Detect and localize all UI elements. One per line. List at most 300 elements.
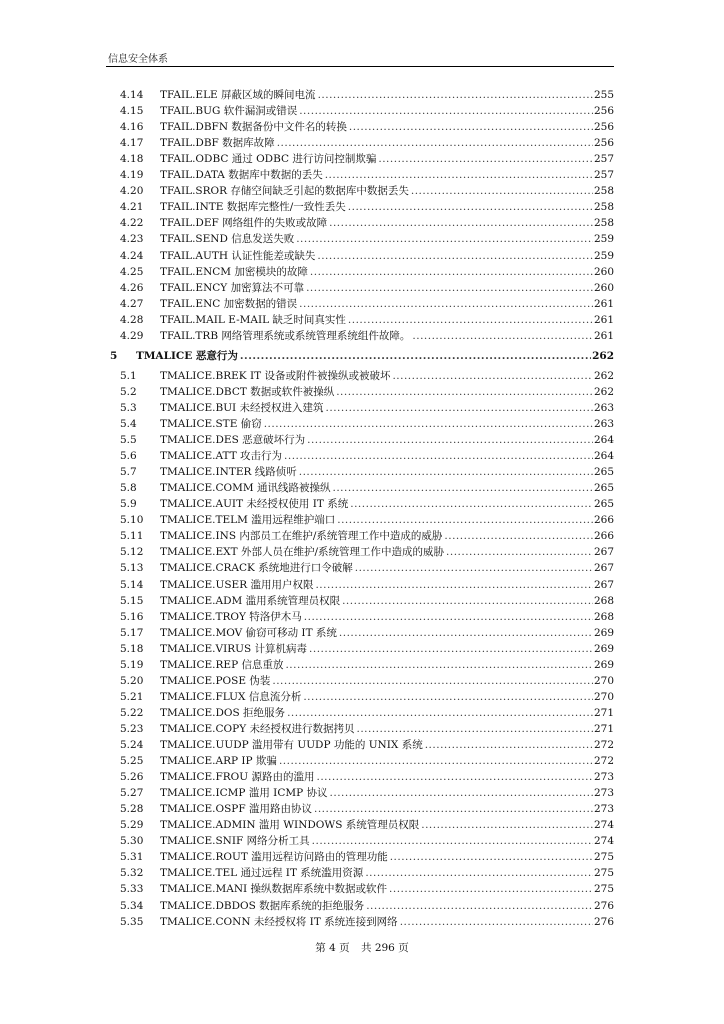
toc-entry-page: 260	[593, 281, 614, 294]
dot-leader	[240, 348, 591, 364]
toc-entry[interactable]	[0, 384, 724, 400]
toc-entry-line	[160, 865, 614, 881]
toc-entry-line	[160, 544, 614, 560]
toc-entry[interactable]	[0, 528, 724, 544]
toc-entry[interactable]	[0, 496, 724, 512]
toc-entry[interactable]	[0, 280, 724, 296]
toc-entry-title: TFAIL.DATA 数据库中数据的丢失	[160, 169, 323, 182]
toc-entry-number: 4.15	[120, 105, 144, 118]
toc-entry-page: 269	[593, 626, 614, 639]
toc-entry-number: 5.34	[120, 899, 144, 912]
toc-entry-line	[160, 296, 614, 312]
toc-entry-number: 5.17	[120, 626, 144, 639]
page-footer	[0, 940, 724, 955]
toc-entry-number: 5.25	[120, 755, 144, 768]
toc-entry-page: 271	[593, 706, 614, 719]
toc-entry-number: 5.11	[120, 530, 144, 543]
toc-entry-line	[160, 103, 614, 119]
toc-entry-title: TFAIL.ODBC 通过 ODBC 进行访问控制欺骗	[160, 153, 377, 166]
toc-entry-title: TMALICE.FLUX 信息流分析	[160, 690, 302, 703]
dot-leader	[412, 328, 593, 344]
dot-leader	[279, 753, 593, 769]
toc-entry[interactable]	[0, 312, 724, 328]
toc-entry-page: 261	[593, 329, 614, 342]
toc-entry[interactable]	[0, 577, 724, 593]
toc-entry-title: TMALICE.COPY 未经授权进行数据拷贝	[160, 722, 355, 735]
toc-entry[interactable]	[0, 416, 724, 432]
toc-entry-title: TMALICE.CRACK 系统地进行口令破解	[160, 562, 353, 575]
toc-entry-line	[160, 721, 614, 737]
toc-entry-line	[160, 199, 614, 215]
toc-entry[interactable]	[0, 215, 724, 231]
toc-entry-page: 262	[593, 385, 614, 398]
toc-entry-page: 259	[593, 233, 614, 246]
toc-entry-page: 259	[593, 249, 614, 262]
toc-entry-line	[160, 593, 614, 609]
toc-entry[interactable]	[0, 881, 724, 897]
dot-leader	[316, 769, 592, 785]
toc-entry-title: TMALICE.REP 信息重放	[160, 658, 284, 671]
toc-entry[interactable]	[0, 151, 724, 167]
toc-entry-title: TMALICE.FROU 源路由的滥用	[160, 771, 315, 784]
toc-entry-line	[160, 849, 614, 865]
toc-entry-page: 276	[593, 899, 614, 912]
dot-leader	[306, 280, 593, 296]
toc-entry-page: 267	[593, 546, 614, 559]
toc-entry-number: 4.24	[120, 249, 144, 262]
toc-entry-title: TMALICE.OSPF 滥用路由协议	[160, 803, 312, 816]
toc-entry-number: 4.23	[120, 233, 144, 246]
toc-entry-page: 272	[593, 739, 614, 751]
toc-entry[interactable]	[0, 769, 724, 785]
dot-leader	[315, 577, 593, 593]
toc-entry-title: TMALICE.SNIF 网络分析工具	[160, 835, 310, 848]
dot-leader	[314, 801, 593, 817]
toc-entry-number: 5.22	[120, 706, 144, 719]
toc-entry-number: 5.19	[120, 658, 144, 671]
toc-entry-line	[160, 914, 614, 930]
toc-entry[interactable]	[0, 833, 724, 849]
toc-entry-line	[160, 881, 614, 897]
toc-entry[interactable]	[0, 248, 724, 264]
dot-leader	[342, 593, 593, 609]
toc-entry-title: TMALICE.TROY 特洛伊木马	[160, 610, 302, 623]
toc-entry-number: 4.17	[120, 137, 144, 150]
toc-entry-page: 265	[593, 466, 614, 479]
toc-entry-line	[160, 657, 614, 673]
toc-entry-page: 272	[593, 755, 614, 768]
toc-entry-page: 270	[593, 674, 614, 687]
toc-entry-line	[160, 183, 614, 199]
toc-entry[interactable]	[0, 914, 724, 930]
dot-leader	[350, 496, 593, 512]
toc-entry-page: 255	[593, 89, 614, 101]
toc-entry-number: 4.25	[120, 265, 144, 278]
toc-entry-number: 4.18	[120, 153, 144, 166]
toc-entry-page: 275	[593, 883, 614, 896]
toc-entry-title: TMALICE.TEL 通过远程 IT 系统滥用资源	[160, 867, 364, 880]
dot-leader	[287, 705, 593, 721]
dot-leader	[446, 544, 593, 560]
toc-entry-number: 5.20	[120, 674, 144, 687]
toc-entry-number: 5.35	[120, 915, 144, 928]
toc-entry-line	[160, 785, 614, 801]
toc-entry-line	[160, 625, 614, 641]
header-rule	[106, 66, 614, 67]
toc-entry[interactable]	[0, 673, 724, 689]
toc-entry-title: TMALICE.INS 内部员工在维护/系统管理工作中造成的威胁	[160, 530, 443, 543]
toc-entry-line	[160, 528, 614, 544]
toc-entry-page: 275	[593, 851, 614, 864]
toc-entry-line	[160, 432, 614, 448]
toc-entry[interactable]	[0, 264, 724, 280]
toc-entry-line	[160, 512, 614, 528]
toc-entry-number: 5.29	[120, 819, 144, 832]
toc-entry-number: 4.22	[120, 217, 144, 230]
toc-entry-page: 263	[593, 401, 614, 414]
dot-leader	[356, 721, 592, 737]
toc-entry-title: TMALICE.BREK IT 设备或附件被操纵或被破坏	[160, 369, 391, 382]
toc-entry-page: 260	[593, 265, 614, 278]
toc-entry-page: 256	[593, 121, 614, 134]
toc-entry-number: 5.30	[120, 835, 144, 848]
toc-entry[interactable]	[0, 705, 724, 721]
toc-entry-number: 5.18	[120, 642, 144, 655]
toc-entry-page: 256	[593, 137, 614, 150]
toc-entry-title: TMALICE.INTER 线路侦听	[160, 466, 297, 479]
toc-entry-line	[160, 464, 614, 480]
dot-leader	[365, 865, 593, 881]
dot-leader	[392, 368, 593, 384]
toc-entry-number: 5.6	[120, 450, 137, 463]
toc-entry-number: 5.2	[120, 385, 137, 398]
dot-leader	[317, 248, 593, 264]
toc-entry[interactable]	[0, 296, 724, 312]
toc-entry-title: TFAIL.ENC 加密数据的错误	[160, 297, 298, 310]
toc-entry-number: 5.4	[120, 418, 137, 430]
toc-entry-number: 4.26	[120, 281, 144, 294]
dot-leader	[336, 384, 593, 400]
toc-entry[interactable]	[0, 689, 724, 705]
toc-entry-title: TMALICE.AUIT 未经授权使用 IT 系统	[160, 498, 349, 511]
toc-entry[interactable]	[0, 103, 724, 119]
toc-entry-line	[160, 801, 614, 817]
toc-entry-page: 264	[593, 434, 614, 447]
toc-entry-number: 5.27	[120, 787, 144, 800]
toc-entry-line	[160, 151, 614, 167]
toc-entry-number: 5.10	[120, 514, 144, 527]
toc-entry-page: 273	[593, 787, 614, 800]
toc-entry-line	[160, 215, 614, 231]
toc-entry-page: 262	[592, 349, 614, 362]
dot-leader	[312, 833, 593, 849]
toc-entry[interactable]	[0, 753, 724, 769]
dot-leader	[318, 87, 593, 103]
toc-entry-line	[160, 167, 614, 183]
toc-entry[interactable]	[0, 464, 724, 480]
toc-entry-page: 271	[593, 722, 614, 735]
toc-entry-page: 276	[593, 915, 614, 928]
toc-entry-title: TFAIL.BUG 软件漏洞或错误	[160, 105, 298, 118]
toc-entry[interactable]	[0, 87, 724, 103]
toc-entry-title: TMALICE.DES 恶意破坏行为	[160, 434, 306, 447]
toc-entry-title: TFAIL.SEND 信息发送失败	[160, 233, 295, 246]
toc-entry[interactable]	[0, 231, 724, 247]
toc-entry-page: 258	[593, 201, 614, 214]
toc-entry-page: 269	[593, 642, 614, 655]
dot-leader	[299, 296, 593, 312]
toc-entry-title: TMALICE.ADMIN 滥用 WINDOWS 系统管理员权限	[160, 819, 420, 832]
toc-entry-number: 4.27	[120, 297, 144, 310]
toc-entry-title: TMALICE.ADM 滥用系统管理员权限	[160, 594, 341, 607]
toc-entry-title: TMALICE.CONN 未经授权将 IT 系统连接到网络	[160, 915, 398, 928]
toc-entry-title: TMALICE.UUDP 滥用带有 UUDP 功能的 UNIX 系统	[160, 739, 423, 751]
toc-entry-title: TMALICE.DBDOS 数据库系统的拒绝服务	[160, 899, 365, 912]
toc-entry[interactable]	[0, 898, 724, 914]
dot-leader	[264, 416, 593, 432]
toc-entry-line	[160, 480, 614, 496]
toc-entry-page: 262	[593, 369, 614, 382]
toc-entry-number: 5.12	[120, 546, 144, 559]
toc-entry-line	[160, 641, 614, 657]
toc-entry-title: TMALICE.POSE 伪装	[160, 674, 271, 687]
toc-entry-page: 264	[593, 450, 614, 463]
toc-entry-title: TMALICE.VIRUS 计算机病毒	[160, 642, 308, 655]
dot-leader	[421, 817, 593, 833]
toc-entry-line	[160, 769, 614, 785]
toc-entry-page: 266	[593, 514, 614, 527]
dot-leader	[325, 167, 593, 183]
toc-entry-number: 5.33	[120, 883, 144, 896]
toc-entry-page: 269	[593, 658, 614, 671]
toc-entry-number: 5.21	[120, 690, 144, 703]
toc-entry[interactable]	[0, 849, 724, 865]
dot-leader	[339, 625, 593, 641]
toc-entry-number: 5.16	[120, 610, 144, 623]
toc-entry-page: 258	[593, 185, 614, 198]
toc-entry-title: TFAIL.SROR 存储空间缺乏引起的数据库中数据丢失	[160, 185, 409, 198]
toc-entry-number: 5	[110, 349, 118, 362]
dot-leader	[326, 400, 593, 416]
toc-entry[interactable]	[0, 641, 724, 657]
toc-entry-line	[160, 705, 614, 721]
toc-entry[interactable]	[0, 625, 724, 641]
toc-entry[interactable]	[0, 432, 724, 448]
toc-entry-line	[160, 560, 614, 576]
toc-entry-line	[160, 833, 614, 849]
toc-entry[interactable]	[0, 737, 724, 753]
toc-entry[interactable]	[0, 609, 724, 625]
toc-entry-page: 273	[593, 803, 614, 816]
toc-entry[interactable]	[0, 817, 724, 833]
toc-entry-number: 5.9	[120, 498, 137, 511]
toc-entry-number: 5.15	[120, 594, 144, 607]
toc-entry-line	[160, 898, 614, 914]
dot-leader	[277, 135, 593, 151]
dot-leader	[330, 785, 593, 801]
dot-leader	[400, 914, 593, 930]
toc-entry-title: TMALICE.ICMP 滥用 ICMP 协议	[160, 787, 328, 800]
toc-entry-title: TMALICE.ATT 攻击行为	[160, 450, 283, 463]
toc-entry[interactable]	[0, 593, 724, 609]
toc-entry-number: 5.31	[120, 851, 144, 864]
dot-leader	[411, 183, 593, 199]
toc-entry-title: TMALICE.DOS 拒绝服务	[160, 706, 286, 719]
toc-entry-page: 275	[593, 867, 614, 880]
toc-entry-title: TFAIL.ELE 屏蔽区域的瞬间电流	[160, 89, 316, 101]
dot-leader	[329, 215, 593, 231]
dot-leader	[366, 898, 593, 914]
toc-entry-title: TMALICE.STE 偷窃	[160, 418, 262, 430]
toc-entry[interactable]	[0, 183, 724, 199]
toc-entry[interactable]	[0, 199, 724, 215]
toc-entry-page: 257	[593, 169, 614, 182]
toc-entry-page: 268	[593, 594, 614, 607]
toc-entry-title: TMALICE.ROUT 滥用远程访问路由的管理功能	[160, 851, 388, 864]
toc-entry-number: 4.29	[120, 329, 144, 342]
toc-entry-number: 5.8	[120, 482, 137, 495]
toc-entry-line	[160, 312, 614, 328]
toc-entry-page: 270	[593, 690, 614, 703]
toc-entry-title: TFAIL.ENCY 加密算法不可靠	[160, 281, 305, 294]
toc-entry-number: 4.16	[120, 121, 144, 134]
toc-entry-number: 5.1	[120, 369, 137, 382]
toc-entry[interactable]	[0, 400, 724, 416]
toc-entry-page: 268	[593, 610, 614, 623]
toc-entry[interactable]	[0, 785, 724, 801]
toc-entry-title: TMALICE.MANI 操纵数据库系统中数据或软件	[160, 883, 388, 896]
toc-entry-title: TFAIL.DBFN 数据备份中文件名的转换	[160, 121, 347, 134]
toc-entry-number: 5.32	[120, 867, 144, 880]
toc-entry-page: 265	[593, 498, 614, 511]
toc-entry-page: 256	[593, 105, 614, 118]
toc-entry[interactable]	[0, 865, 724, 881]
toc-entry-line	[160, 248, 614, 264]
dot-leader	[299, 103, 593, 119]
toc-entry-line	[160, 384, 614, 400]
toc-entry-line	[160, 673, 614, 689]
toc-entry-line	[160, 416, 614, 432]
toc-entry-page: 261	[593, 297, 614, 310]
dot-leader	[310, 264, 593, 280]
dot-leader	[355, 560, 593, 576]
toc-entry-page: 266	[593, 530, 614, 543]
running-header: 信息安全体系	[108, 54, 168, 65]
dot-leader	[309, 641, 593, 657]
toc-entry-line	[160, 280, 614, 296]
toc-entry-page: 261	[593, 313, 614, 326]
toc-entry-line	[160, 817, 614, 833]
toc-entry-line	[160, 119, 614, 135]
toc-entry-page: 274	[593, 835, 614, 848]
toc-entry-line	[160, 87, 614, 103]
toc-entry[interactable]	[0, 801, 724, 817]
toc-entry-number: 5.23	[120, 722, 144, 735]
dot-leader	[389, 881, 593, 897]
toc-entry[interactable]	[0, 119, 724, 135]
toc-entry-title: TMALICE.DBCT 数据或软件被操纵	[160, 385, 335, 398]
toc-entry-title: TFAIL.MAIL E-MAIL 缺乏时间真实性	[160, 313, 346, 326]
toc-entry-line	[160, 753, 614, 769]
toc-entry-title: TMALICE.USER 滥用用户权限	[160, 578, 314, 591]
toc-entry[interactable]	[0, 512, 724, 528]
toc-entry-number: 5.13	[120, 562, 144, 575]
dot-leader	[296, 231, 593, 247]
toc-entry-title: TFAIL.AUTH 认证性能差或缺失	[160, 249, 316, 262]
toc-entry-line	[160, 689, 614, 705]
toc-entry-number: 5.26	[120, 771, 144, 784]
toc-entry-page: 274	[593, 819, 614, 832]
toc-entry-page: 267	[593, 578, 614, 591]
toc-entry-title: TMALICE.ARP IP 欺骗	[160, 755, 277, 768]
toc-entry-number: 5.24	[120, 739, 144, 751]
toc-chapter-entry[interactable]	[0, 348, 724, 364]
toc-entry-line	[160, 368, 614, 384]
toc-entry-number: 5.28	[120, 803, 144, 816]
toc-entry[interactable]	[0, 480, 724, 496]
toc-entry-line	[160, 496, 614, 512]
toc-entry-page: 263	[593, 418, 614, 430]
toc-entry-number: 4.14	[120, 89, 144, 101]
toc-entry-title: TFAIL.DBF 数据库故障	[160, 137, 275, 150]
dot-leader	[348, 312, 593, 328]
toc-entry[interactable]	[0, 544, 724, 560]
toc-entry-page: 267	[593, 562, 614, 575]
toc-entry-line	[160, 400, 614, 416]
dot-leader	[272, 673, 593, 689]
toc-entry-page: 265	[593, 482, 614, 495]
toc-entry[interactable]	[0, 368, 724, 384]
toc-entry[interactable]	[0, 560, 724, 576]
dot-leader	[332, 480, 592, 496]
dot-leader	[303, 689, 593, 705]
toc-entry-line	[160, 737, 614, 753]
toc-entry[interactable]	[0, 657, 724, 673]
toc-entry-title: TMALICE.EXT 外部人员在维护/系统管理工作中造成的威胁	[160, 546, 445, 559]
toc-entry-number: 5.7	[120, 466, 137, 479]
toc-entry-number: 5.14	[120, 578, 144, 591]
toc-entry[interactable]	[0, 135, 724, 151]
toc-entry-number: 4.19	[120, 169, 144, 182]
toc-entry[interactable]	[0, 328, 724, 344]
toc-entry-page: 258	[593, 217, 614, 230]
toc-entry-page: 273	[593, 771, 614, 784]
toc-entry-title: TFAIL.TRB 网络管理系统或系统管理系统组件故障。	[160, 329, 411, 342]
toc-entry-page: 257	[593, 153, 614, 166]
toc-entry-line	[160, 328, 614, 344]
dot-leader	[378, 151, 593, 167]
toc-entry-title: TMALICE.TELM 滥用远程维护端口	[160, 514, 336, 527]
toc-entry-number: 5.3	[120, 401, 137, 414]
toc-entry[interactable]	[0, 167, 724, 183]
toc-entry-title: TFAIL.ENCM 加密模块的故障	[160, 265, 308, 278]
toc-entry-line	[160, 135, 614, 151]
dot-leader	[390, 849, 593, 865]
toc-entry[interactable]	[0, 721, 724, 737]
dot-leader	[285, 657, 592, 673]
dot-leader	[284, 448, 593, 464]
toc-entry-title: TMALICE.COMM 通讯线路被操纵	[160, 482, 331, 495]
dot-leader	[349, 119, 593, 135]
toc-entry[interactable]	[0, 448, 724, 464]
toc-entry-title: TMALICE 恶意行为	[136, 349, 238, 362]
toc-entry-number: 5.5	[120, 434, 137, 447]
toc-entry-number: 4.21	[120, 201, 144, 214]
toc-entry-title: TFAIL.INTE 数据库完整性/一致性丢失	[160, 201, 346, 214]
dot-leader	[304, 609, 593, 625]
toc-entry-line	[160, 577, 614, 593]
toc-entry-title: TMALICE.BUI 未经授权进入建筑	[160, 401, 324, 414]
